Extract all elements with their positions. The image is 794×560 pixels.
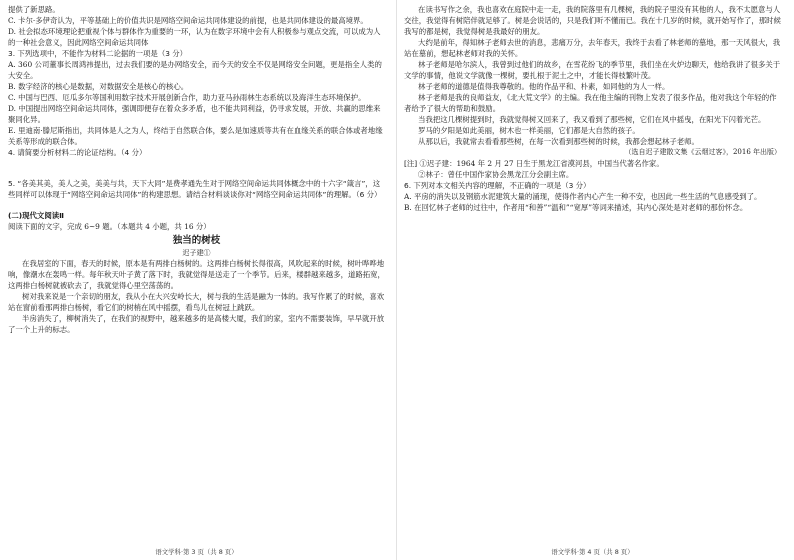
q6-option-b: B. 在回忆林子老师的过往中，作者用“和善”“温和”“宽厚”等词来描述，其内心深处是对老师的那份怀念。 — [404, 203, 748, 212]
page-gutter — [396, 0, 397, 560]
article-paragraph: 林子老师是哈尔滨人，我曾到过他们的故乡，在雪花纷飞的季节里，我们坐在火炉边聊天，他给我讲了很多关于文学的事情，他说文学就像一棵树，要扎根于泥土之中，才能长得枝繁叶茂。 — [404, 60, 781, 80]
right-page-column — [404, 4, 781, 552]
q6-option-a: A. 平房的消失以及钢筋水泥建筑大量的涌现，使得作者内心产生一种不安，也因此一些生活的气息感受到了。 — [404, 192, 762, 201]
footnote-2: ②林子：曾任中国作家协会黑龙江分会副主席。 — [418, 170, 574, 179]
question-3-header: 3. 下列选项中，不能作为材料二论据的一项是（3 分） — [8, 49, 188, 58]
article-paragraph: 从那以后，我就常去看看那些树，在每一次看到那些树的时候，我都会想起林子老师。 — [418, 137, 699, 146]
text-line: 提供了新思路。 — [8, 5, 60, 14]
article-paragraph: 罗马的夕阳是如此美丽，树木也一样美丽，它们都是大自然的孩子。 — [418, 126, 640, 135]
section-intro: 阅读下面的文字，完成 6~9 题。（本题共 4 小题，共 16 分） — [8, 222, 211, 231]
section-title: (二)现代文阅读Ⅱ — [8, 211, 64, 220]
footnote-1: [注] ①迟子建：1964 年 2 月 27 日生于黑龙江省漠河县，中国当代著名作家。 — [404, 159, 664, 168]
q3-option-a: A. 360 公司董事长周鸿祎提出，过去我们要的是办网络安全，而今天的安全不仅是网络安全问题，更是指全人类的大安全。 — [8, 60, 382, 80]
page-footer-right: 语文学科·第 4 页（共 8 页） — [551, 548, 634, 556]
question-6-header: 6. 下列对本文相关内容的理解，不正确的一项是（3 分） — [404, 181, 591, 190]
text-line: C. 卡尔·多伊奇认为，平等基础上的价值共识是网络空间命运共同体建设的前提，也是共同体建设的最高境界。 — [8, 16, 368, 25]
article-paragraph: 树对我来说是一个亲切的朋友，我从小在大兴安岭长大，树与我的生活是融为一体的。我写作累了的时候，喜欢站在窗前看那两排白杨树，看它们的树梢在风中摇摆，看鸟儿在树冠上跳跃。 — [8, 292, 385, 312]
article-paragraph: 在读书写作之余，我也喜欢在庭院中走一走，我的院落里有几棵树，我的院子里没有其他的人，我不太愿意与人交往，我觉得有树陪伴就足够了。树是会说话的，只是我们听不懂而已。我在十几岁的时候，就开始写作了，那时候我写的都是树，我觉得树是我最好的朋友。 — [404, 5, 781, 36]
article-paragraph: 当我把这几棵树提到时，我就觉得树又回来了，我又看到了那些树，它们在风中摇曳，在阳光下闪着光芒。 — [418, 115, 766, 124]
article-paragraph: 半房消失了，柳树消失了，在我们的视野中，越来越多的是高楼大厦，我们的家，室内不需要装饰，早早就开放了一个上升的标志。 — [8, 314, 385, 334]
article-paragraph: 在我居室的下面，春天的时候，原本是有两排白杨树的。这两排白杨树长得很高，风吹起来的时候，树叶哗哗地响，像潮水在轰鸣一样。每年秋天叶子黄了落下时，我就觉得是送走了一个季节。后来，楼群越来越多，道路拓宽，这两排白杨树就被砍去了，我就觉得心里空荡荡的。 — [8, 259, 385, 290]
article-title: 独当的树枝 — [172, 235, 221, 246]
q3-option-d: D. 中国提出网络空间命运共同体，强调即便存在着众多矛盾，也不能共同利益，仍寻求发展，开放、共赢的思维来聚同化异。 — [8, 104, 381, 124]
q3-option-b: B. 数字经济的核心是数据，对数据安全是核心的核心。 — [8, 82, 189, 91]
page-footer-left: 语文学科·第 3 页（共 8 页） — [155, 548, 238, 556]
left-page-column — [8, 4, 385, 552]
q3-option-e: E. 里迪南·滕尼斯指出，共同体是人之为人，终结于自然联合体，要么是加速质等共有在血缘关系的联合体或者地缘关系等形成的联合体。 — [8, 126, 383, 146]
q3-option-c: C. 中国与巴西、厄瓜多尔等国利用数字技术开展创新合作，助力亚马孙雨林生态系统以及海洋生态环境保护。 — [8, 93, 366, 102]
article-author: 迟子建① — [182, 249, 211, 257]
question-5: 5. “各美其美，美人之美，美美与共，天下大同”是费孝通先生对于网络空间命运共同体概念中的十六字“箴言”，这些同样可以体现于“网络空间命运共同体”的构建思想。请结合材料谈谈你对“网络空间命运共同体”的理解。（6 分） — [8, 179, 382, 199]
question-4-header: 4. 请简要分析材料二的论证结构。（4 分） — [8, 148, 147, 157]
article-paragraph: 林子老师是我的良师益友，《北大荒文学》的主编。我在他主编的刊物上发表了很多作品，他对我这个年轻的作者给予了很大的帮助和鼓励。 — [404, 93, 777, 113]
article-paragraph: 大约是前年，得知林子老师去世的消息，悲痛万分，去年春天，我终于去看了林老师的墓地，那一天风很大，我站在墓前，想起林老师对我的关怀。 — [404, 38, 781, 58]
text-line: D. 社会拟态环境理论把重视个体与群体作为重要的一环，认为在数字环境中会有人积极参与观点交流，可以成为人的一种社会意义，因此网络空间命运共同体 — [8, 27, 381, 47]
article-source: （选自迟子建散文集《云烟过客》，2016 年出版） — [624, 148, 781, 156]
article-paragraph: 林子老师的道德是值得我尊敬的。他的作品平和、朴素，如同他的为人一样。 — [418, 82, 670, 91]
